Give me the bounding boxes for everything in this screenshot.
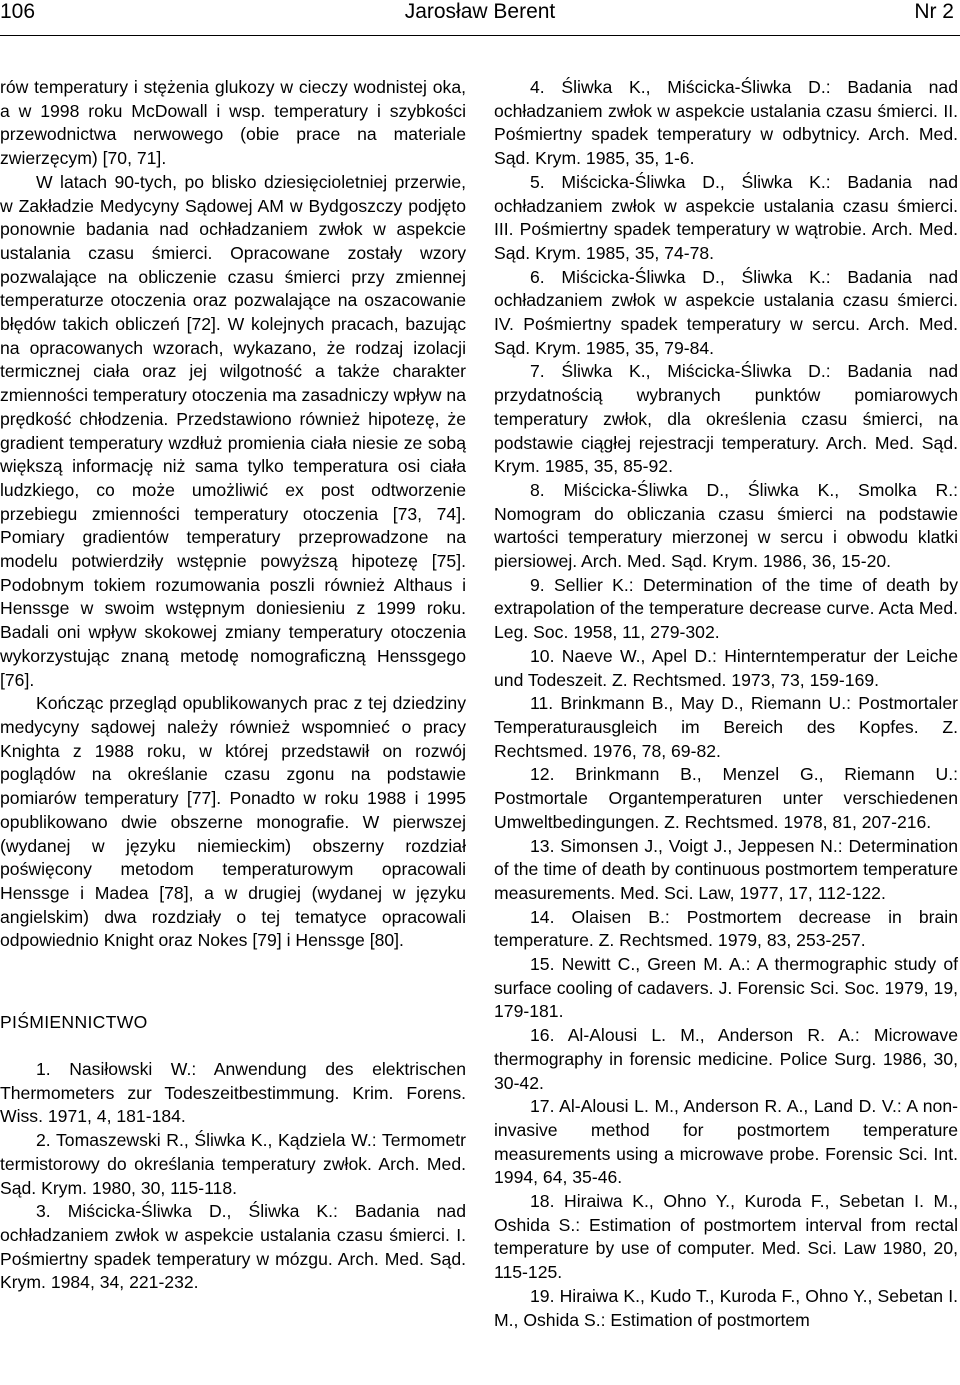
header-rule: [0, 35, 960, 36]
left-column: [0, 76, 466, 1295]
page-number: 106: [0, 0, 36, 23]
reference-item: 1. Nasiłowski W.: Anwendung des elektrischen Thermometers zur Todeszeitbestimmung. Krim. Forens. Wiss. 1971, 4, 181-184.: [0, 1059, 466, 1127]
reference-item: 11. Brinkmann B., May D., Riemann U.: Postmortaler Temperaturausgleich im Bereich des Kopfes. Z. Rechtsmed. 1976, 78, 69-82.: [494, 693, 958, 761]
right-column: [494, 76, 958, 1332]
reference-item: 13. Simonsen J., Voigt J., Jeppesen N.: Determination of the time of death by continuous postmortem temperature measurements. Med. Sci. Law, 1977, 17, 112-122.: [494, 835, 958, 903]
references-heading: PIŚMIENNICTWO: [0, 1012, 148, 1033]
reference-item: 19. Hiraiwa K., Kudo T., Kuroda F., Ohno Y., Sebetan I. M., Oshida S.: Estimation of postmortem: [494, 1285, 958, 1330]
body-paragraph: Kończąc przegląd opublikowanych prac z tej dziedziny medycyny sądowej należy również wspomnieć o pracy Knighta z 1988 roku, w której przedstawił on rozwój poglądów na określanie czasu zgonu na podstawie pomiarów temperatury [77]. Ponadto w roku 1988 i 1995 opublikowano dwie obszerne monografie. W pierwszej (wydanej w języku niemieckim) obszerny rozdział poświęcony metodom temperaturowym opracowali Henssge i Madea [78], a w drugiej (wydanej w języku angielskim) dwa rozdziały o tej tematyce opracowali odpowiednio Knight oraz Nokes [79] i Henssge [80].: [0, 693, 466, 951]
reference-item: 9. Sellier K.: Determination of the time of death by extrapolation of the temperature decrease curve. Acta Med. Leg. Soc. 1958, 11, 279-302.: [494, 574, 958, 643]
running-author: Jarosław Berent: [404, 0, 556, 23]
reference-item: 6. Miścicka-Śliwka D., Śliwka K.: Badania nad ochładzaniem zwłok w aspekcie ustalania czasu śmierci. IV. Pośmiertny spadek temperatury w sercu. Arch. Med. Sąd. Krym. 1985, 35, 79-84.: [494, 266, 958, 358]
reference-item: 15. Newitt C., Green M. A.: A thermographic study of surface cooling of cadavers. J. Forensic Sci. Soc. 1979, 19, 179-181.: [494, 954, 958, 1022]
reference-item: 18. Hiraiwa K., Ohno Y., Kuroda F., Sebetan I. M., Oshida S.: Estimation of postmortem interval from rectal temperature by use of computer. Med. Sci. Law 1980, 20, 115-125.: [494, 1191, 958, 1283]
reference-item: 14. Olaisen B.: Postmortem decrease in brain temperature. Z. Rechtsmed. 1979, 83, 253-257.: [494, 906, 958, 951]
issue-number: Nr 2: [914, 0, 954, 23]
reference-item: 17. Al-Alousi L. M., Anderson R. A., Land D. V.: A non-invasive method for postmortem temperature measurements using a microwave probe. Forensic Sci. Int. 1994, 64, 35-46.: [494, 1096, 958, 1188]
body-paragraph: rów temperatury i stężenia glukozy w cieczy wodnistej oka, a w 1998 roku McDowall i wsp. temperatury i szybkości przewodnictwa nerwowego (obie prace na materiale zwierzęcym) [70, 71].: [0, 77, 466, 169]
reference-item: 8. Miścicka-Śliwka D., Śliwka K., Smolka R.: Nomogram do obliczania czasu śmierci na podstawie wartości temperatury mierzonej w sercu i obwodu klatki piersiowej. Arch. Med. Sąd. Krym. 1986, 36, 15-20.: [494, 479, 958, 572]
reference-item: 12. Brinkmann B., Menzel G., Riemann U.: Postmortale Organtemperaturen unter verschiedenen Umweltbedingungen. Z. Rechtsmed. 1978, 81, 207-216.: [494, 764, 958, 832]
body-paragraph: W latach 90-tych, po blisko dziesięcioletniej przerwie, w Zakładzie Medycyny Sądowej AM w Bydgoszczy podjęto ponownie badania nad ochładzaniem zwłok w aspekcie ustalania czasu śmierci. Opracowane zostały wzory pozwalające na obliczenie czasu śmierci przy zmiennej temperaturze otoczenia oraz pozwalające na oszacowanie błędów takich obliczeń [72]. W kolejnych pracach, bazując na opracowanych wzorach, wykazano, że rodzaj izolacji termicznej ciała oraz jej wilgotność a także charakter zmienności temperatury otoczenia ma zasadniczy wpływ na prędkość chłodzenia. Przedstawiono również hipotezę, że gradient temperatury wzdłuż promienia ciała niesie ze sobą większą informację niż sama tylko temperatura osi ciała ludzkiego, co może umożliwić ex post odtworzenie przebiegu zmienności temperatury otoczenia [73, 74]. Pomiary gradientów temperatury przeprowadzone na modelu potwierdziły wstępnie powyższą hipotezę [75]. Podobnym tokiem rozumowania poszli również Althaus i Henssge w swoim wstępnym doniesieniu z 1999 roku. Badali oni wpływ skokowej zmiany temperatury otoczenia wykorzystując znaną metodę nomograficzną Henssgego [76].: [0, 171, 466, 690]
reference-item: 4. Śliwka K., Miścicka-Śliwka D.: Badania nad ochładzaniem zwłok w aspekcie ustalania czasu śmierci. II. Pośmiertny spadek temperatury w odbytnicy. Arch. Med. Sąd. Krym. 1985, 35, 1-6.: [494, 77, 958, 169]
reference-item: 2. Tomaszewski R., Śliwka K., Kądziela W.: Termometr termistorowy do określania temperatury zwłok. Arch. Med. Sąd. Krym. 1980, 30, 115-118.: [0, 1130, 466, 1198]
reference-item: 5. Miścicka-Śliwka D., Śliwka K.: Badania nad ochładzaniem zwłok w aspekcie ustalania czasu śmierci. III. Pośmiertny spadek temperatury w wątrobie. Arch. Med. Sąd. Krym. 1985, 35, 74-78.: [494, 171, 958, 263]
reference-item: 10. Naeve W., Apel D.: Hinterntemperatur der Leiche und Todeszeit. Z. Rechtsmed. 1973, 73, 159-169.: [494, 645, 958, 690]
reference-item: 16. Al-Alousi L. M., Anderson R. A.: Microwave thermography in forensic medicine. Police Surg. 1986, 30, 30-42.: [494, 1025, 958, 1093]
reference-item: 3. Miścicka-Śliwka D., Śliwka K.: Badania nad ochładzaniem zwłok w aspekcie ustalania czasu śmierci. I. Pośmiertny spadek temperatury w mózgu. Arch. Med. Sąd. Krym. 1984, 34, 221-232.: [0, 1201, 466, 1293]
reference-item: 7. Śliwka K., Miścicka-Śliwka D.: Badania nad przydatnością wybranych punktów pomiarowych temperatury zwłok, dla określenia czasu śmierci, na podstawie ciągłej rejestracji temperatury. Arch. Med. Sąd. Krym. 1985, 35, 85-92.: [494, 361, 958, 477]
running-header: [0, 0, 960, 26]
